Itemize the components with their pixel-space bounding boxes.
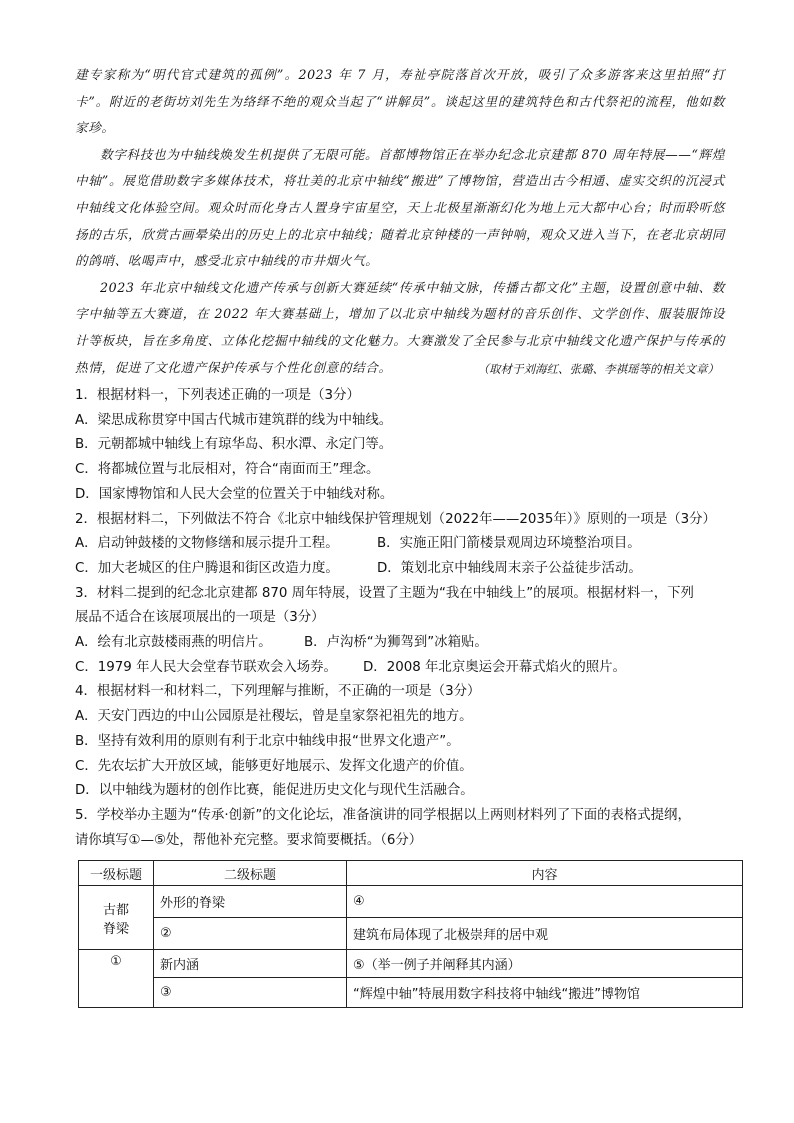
g1r1-subtitle: 外形的脊梁 bbox=[154, 886, 347, 918]
q3-stem-line-2: 展品不适合在该展项展出的一项是（3分） bbox=[75, 610, 325, 626]
q3-option-d: D．2008 年北京奥运会开幕式焰火的照片。 bbox=[363, 659, 626, 675]
passage-paragraph-3: 2023 年北京中轴线文化遗产传承与创新大赛延续“传承中轴文脉，传播古都文化”主题，设置创意中轴、数字中轴等五大赛道，在 2022 年大赛基础上，增加了以北京中轴线为题材的音乐创作、文学创作、服装服饰设计等板块，旨在多角度、立体化挖掘中轴线的文化魅力。大赛激发了全民参与北京中轴线文化遗产保护与传承的热情，促进了文化遗产保护传承与个性化创意的结合。 bbox=[75, 279, 725, 375]
q1-stem: 1．根据材料一，下列表述正确的一项是（3分） bbox=[75, 388, 360, 403]
passage-paragraph-2: 数字科技也为中轴线焕发生机提供了无限可能。首都博物馆正在举办纪念北京建都 870 周年特展——“辉煌中轴”。展览借助数字多媒体技术，将壮美的北京中轴线“搬进”了博物馆，营造出古今相通、虚实交织的沉浸式中轴线文化体验空间。观众时而化身古人置身宇宙星空，天上北极星渐渐幻化为地上元大都中心台；时而聆听悠扬的古乐，欣赏古画晕染出的历史上的北京中轴线；随着北京钟楼的一声钟响，观众又进入当下，在老北京胡同的鸽哨、吆喝声中，感受北京中轴线的市井烟火气。 bbox=[75, 146, 725, 269]
g2r1-content: ⑤（举一例子并阐释其内涵） bbox=[347, 950, 743, 978]
q2-stem: 2．根据材料二，下列做法不符合《北京中轴线保护管理规划（2022年——2035年）》原则的一项是（3分） bbox=[75, 511, 716, 527]
q5-stem-line-1: 5．学校举办主题为“传承·创新”的文化论坛，准备演讲的同学根据以上两则材料列了下面的表格式提纲， bbox=[75, 807, 691, 823]
table-row bbox=[79, 918, 743, 950]
passage-source: （取材于刘海红、张璐、李祺瑶等的相关文章） bbox=[477, 362, 719, 376]
q2-options-row-2 bbox=[75, 557, 743, 582]
table-header-row bbox=[79, 861, 743, 886]
table-row bbox=[79, 978, 743, 1008]
q1-option-b: B．元朝都城中轴线上有琼华岛、积水潭、永定门等。 bbox=[75, 437, 393, 453]
passage-paragraph-1: 建专家称为“明代官式建筑的孤例”。2023 年 7 月，寿祉亭院落首次开放，吸引了众多游客来这里拍照“打卡”。附近的老街坊刘先生为络绎不绝的观众当起了“讲解员”。谈起这里的建筑特色和古代祭祀的流程，他如数家珍。 bbox=[75, 67, 725, 136]
group1-title-line-2: 脊梁 bbox=[102, 921, 129, 937]
q1-option-c: C．将都城位置与北辰相对，符合“南面而王”理念。 bbox=[75, 462, 380, 478]
reading-passage bbox=[75, 62, 725, 381]
questions bbox=[75, 384, 743, 853]
q4-option-b: B．坚持有效利用的原则有利于北京中轴线申报“世界文化遗产”。 bbox=[75, 733, 460, 749]
g1r2-subtitle: ② bbox=[154, 918, 347, 950]
q2-option-a: A．启动钟鼓楼的文物修缮和展示提升工程。 bbox=[75, 536, 339, 552]
q4-option-a: A．天安门西边的中山公园原是社稷坛，曾是皇家祭祀祖先的地方。 bbox=[75, 709, 473, 725]
q2-option-d: D．策划北京中轴线周末亲子公益徒步活动。 bbox=[377, 560, 642, 576]
q5-stem-line-2: 请你填写①—⑤处，帮他补充完整。要求简要概括。（6分） bbox=[75, 832, 423, 848]
outline-table bbox=[78, 860, 743, 1008]
header-content: 内容 bbox=[347, 861, 743, 886]
q3-stem-line-1: 3．材料二提到的纪念北京建都 870 周年特展，设置了主题为“我在中轴线上”的展项。根据材料一，下列 bbox=[75, 585, 694, 601]
q3-option-a: A．绘有北京鼓楼雨燕的明信片。 bbox=[75, 635, 272, 651]
group1-title bbox=[79, 886, 154, 950]
q2-options-row-1 bbox=[75, 532, 743, 557]
q2-option-c: C．加大老城区的住户腾退和街区改造力度。 bbox=[75, 560, 339, 576]
q3-options-row-1 bbox=[75, 631, 743, 656]
q1-option-d: D．国家博物馆和人民大会堂的位置关于中轴线对称。 bbox=[75, 486, 394, 502]
g2r1-subtitle: 新内涵 bbox=[154, 950, 347, 978]
header-level1: 一级标题 bbox=[79, 861, 154, 886]
q4-option-d: D．以中轴线为题材的创作比赛，能促进历史文化与现代生活融合。 bbox=[75, 783, 474, 799]
g2r2-subtitle: ③ bbox=[154, 978, 347, 1008]
q1-option-a: A．梁思成称贯穿中国古代城市建筑群的线为中轴线。 bbox=[75, 412, 393, 428]
g1r1-content: ④ bbox=[347, 886, 743, 918]
q4-stem: 4．根据材料一和材料二，下列理解与推断，不正确的一项是（3分） bbox=[75, 684, 481, 700]
group1-title-line-1: 古都 bbox=[102, 902, 129, 918]
g1r2-content: 建筑布局体现了北极崇拜的居中观 bbox=[347, 918, 743, 950]
q3-option-c: C．1979 年人民大会堂春节联欢会入场券。 bbox=[75, 659, 337, 675]
table-row bbox=[79, 950, 743, 978]
table-row bbox=[79, 886, 743, 918]
q3-option-b: B．卢沟桥“为狮驾到”冰箱贴。 bbox=[304, 635, 488, 651]
header-level2: 二级标题 bbox=[154, 861, 347, 886]
group2-title: ① bbox=[79, 950, 154, 1008]
q4-option-c: C．先农坛扩大开放区域，能够更好地展示、发挥文化遗产的价值。 bbox=[75, 758, 473, 774]
q2-option-b: B．实施正阳门箭楼景观周边环境整治项目。 bbox=[377, 536, 641, 552]
g2r2-content: “辉煌中轴”特展用数字科技将中轴线“搬进”博物馆 bbox=[347, 978, 743, 1008]
q3-options-row-2 bbox=[75, 656, 743, 681]
